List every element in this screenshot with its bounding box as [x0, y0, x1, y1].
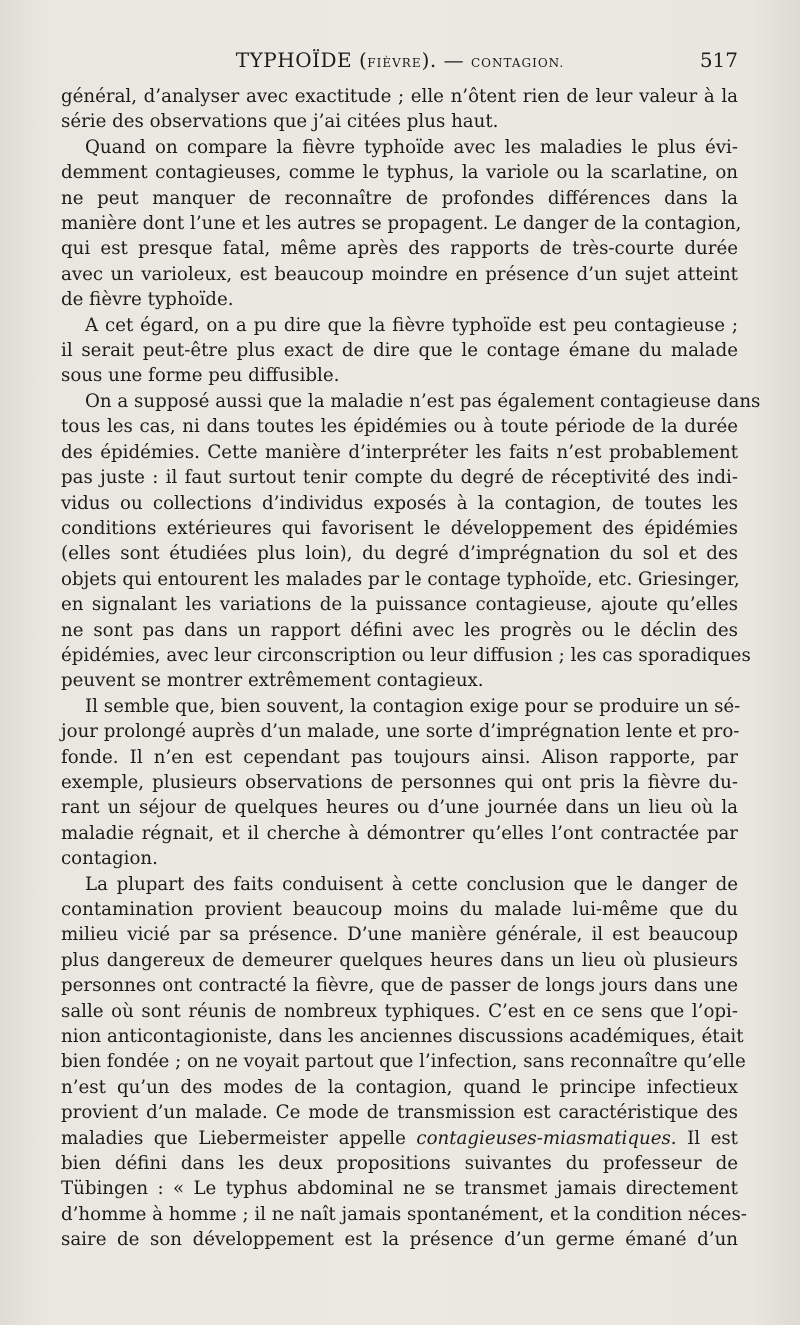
text-run: Il est — [676, 1127, 738, 1149]
text-line: contagion. — [61, 848, 158, 870]
text-line: peuvent se montrer extrêmement contagieux. — [61, 670, 484, 692]
running-title — [62, 48, 738, 72]
title-paren-open: ( — [358, 48, 368, 72]
text-line: tous les cas, ni dans toutes les épidémies ou à toute période de la durée — [61, 416, 738, 438]
title-section: CONTAGION. — [470, 56, 565, 70]
text-line: exemple, plusieurs observations de personnes qui ont pris la fièvre du- — [61, 771, 738, 793]
text-line: La plupart des faits conduisent à cette conclusion que le danger de — [85, 873, 738, 895]
text-line: ne peut manquer de reconnaître de profondes différences dans la — [61, 187, 738, 209]
text-line-with-emphasis — [61, 1126, 738, 1151]
text-line: il serait peut-être plus exact de dire que le contage émane du malade — [61, 340, 738, 362]
running-header — [62, 48, 738, 78]
text-line: Tübingen : « Le typhus abdominal ne se transmet jamais directement — [61, 1178, 738, 1200]
paragraph-1 — [61, 84, 738, 135]
text-line: de fièvre typhoïde. — [61, 289, 234, 311]
text-line: bien fondée ; on ne voyait partout que l’infection, sans reconnaître qu’elle — [61, 1051, 746, 1073]
text-line: salle où sont réunis de nombreux typhiques. C’est en ce sens que l’opi- — [61, 1000, 738, 1022]
text-line: personnes ont contracté la fièvre, que de passer de longs jours dans une — [61, 975, 738, 997]
text-line: rant un séjour de quelques heures ou d’une journée dans un lieu où la — [61, 797, 738, 819]
text-line: On a supposé aussi que la maladie n’est pas également contagieuse dans — [85, 390, 761, 412]
text-line: pas juste : il faut surtout tenir compte du degré de réceptivité des indi- — [61, 467, 738, 489]
text-line: Il semble que, bien souvent, la contagion exige pour se produire un sé- — [85, 695, 741, 717]
text-line: n’est qu’un des modes de la contagion, quand le principe infectieux — [61, 1076, 738, 1098]
paragraph-6 — [61, 872, 747, 1253]
text-line: nion anticontagioniste, dans les anciennes discussions académiques, était — [61, 1026, 744, 1048]
title-main: TYPHOÏDE — [235, 48, 353, 72]
paragraph-3 — [61, 313, 738, 389]
text-line: manière dont l’une et les autres se propagent. Le danger de la contagion, — [61, 213, 742, 235]
title-dash: — — [436, 48, 471, 72]
text-line: général, d’analyser avec exactitude ; elle n’ôtent rien de leur valeur à la — [61, 86, 738, 107]
text-line: demment contagieuses, comme le typhus, la variole ou la scarlatine, on — [61, 162, 738, 184]
text-line: A cet égard, on a pu dire que la fièvre typhoïde est peu contagieuse ; — [85, 314, 738, 336]
text-line: milieu vicié par sa présence. D’une manière générale, il est beaucoup — [61, 924, 738, 946]
body-text — [61, 84, 761, 1253]
text-line: sous une forme peu diffusible. — [61, 365, 340, 387]
title-paren-word: FIÈVRE — [367, 56, 422, 70]
text-line: d’homme à homme ; il ne naît jamais spontanément, et la condition néces- — [61, 1203, 747, 1225]
text-line: qui est presque fatal, même après des rapports de très-courte durée — [61, 238, 738, 260]
text-line: objets qui entourent les malades par le contage typhoïde, etc. Griesinger, — [61, 568, 740, 590]
text-line: jour prolongé auprès d’un malade, une sorte d’imprégnation lente et pro- — [61, 721, 740, 743]
text-line: conditions extérieures qui favorisent le développement des épidémies — [61, 517, 738, 539]
paragraph-2 — [61, 135, 742, 313]
title-paren-close: ). — [421, 48, 437, 72]
text-line: (elles sont étudiées plus loin), du degré d’imprégnation du sol et des — [61, 543, 738, 565]
emphasis-term: contagieuses-miasmatiques. — [416, 1127, 677, 1149]
text-line: plus dangereux de demeurer quelques heures dans un lieu où plusieurs — [61, 949, 738, 971]
paragraph-5 — [61, 694, 741, 872]
text-line: maladie régnait, et il cherche à démontrer qu’elles l’ont contractée par — [61, 822, 738, 844]
text-line: bien défini dans les deux propositions suivantes du professeur de — [61, 1153, 738, 1175]
text-line: des épidémies. Cette manière d’interpréter les faits n’est probablement — [61, 441, 738, 463]
text-line: avec un varioleux, est beaucoup moindre en présence d’un sujet atteint — [61, 263, 738, 285]
text-line: provient d’un malade. Ce mode de transmission est caractéristique des — [61, 1102, 738, 1124]
text-line: en signalant les variations de la puissance contagieuse, ajoute qu’elles — [61, 594, 738, 616]
page-number: 517 — [699, 48, 738, 72]
text-run: maladies que Liebermeister appelle — [61, 1127, 417, 1149]
text-line: Quand on compare la fièvre typhoïde avec les maladies le plus évi- — [85, 136, 738, 158]
text-line: série des observations que j’ai citées plus haut. — [61, 111, 499, 133]
text-line: vidus ou collections d’individus exposés à la contagion, de toutes les — [61, 492, 738, 514]
text-line: contamination provient beaucoup moins du malade lui-même que du — [61, 899, 738, 920]
paragraph-4 — [61, 389, 761, 694]
text-line: ne sont pas dans un rapport défini avec les progrès ou le déclin des — [61, 619, 738, 641]
text-line: fonde. Il n’en est cependant pas toujours ainsi. Alison rapporte, par — [61, 746, 738, 768]
text-line: épidémies, avec leur circonscription ou leur diffusion ; les cas sporadiques — [61, 644, 751, 666]
text-line: saire de son développement est la présence d’un germe émané d’un — [61, 1229, 738, 1251]
